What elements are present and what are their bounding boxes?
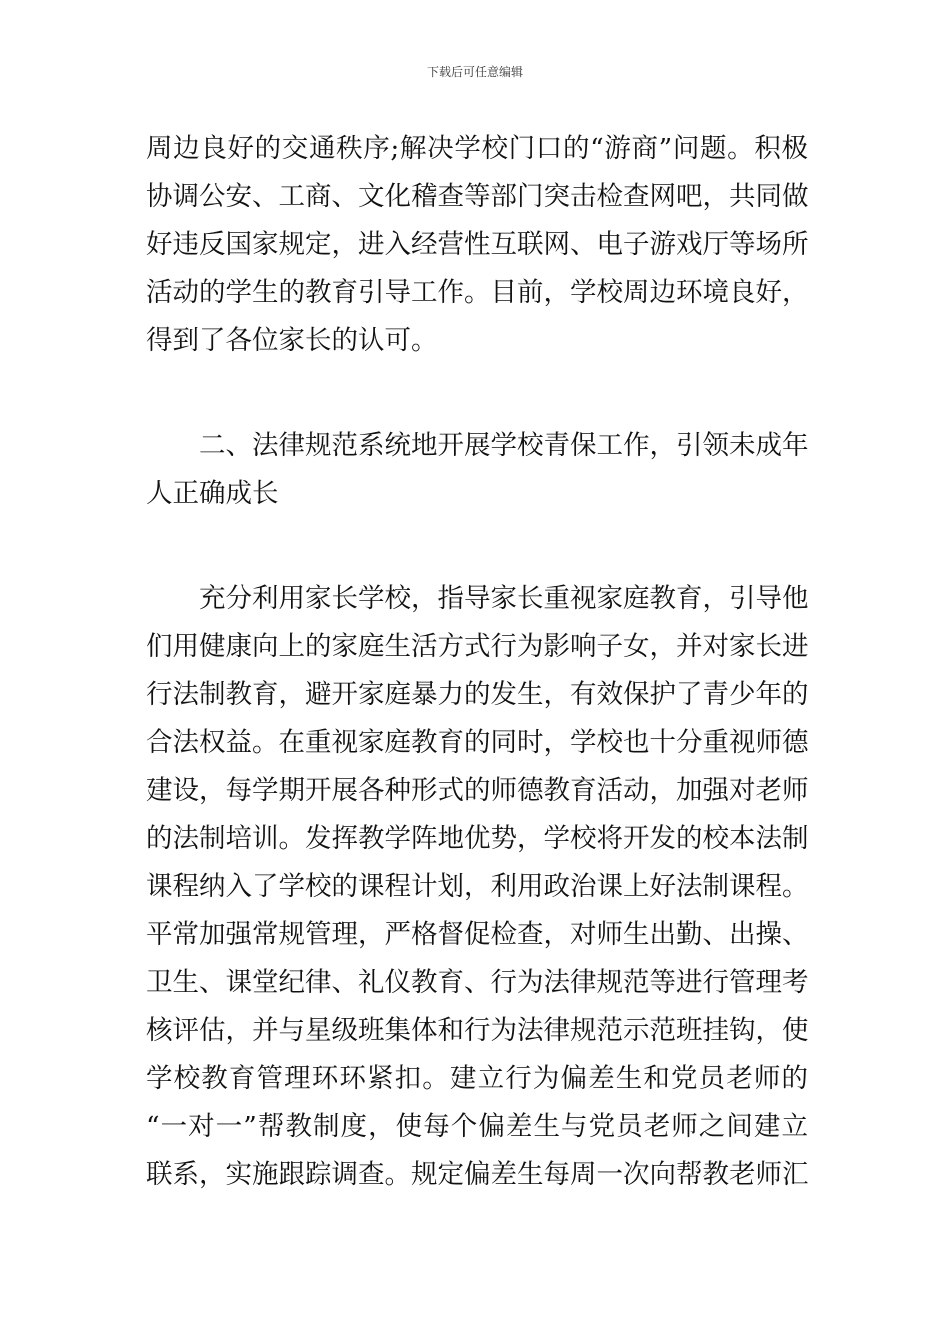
text-line: 的法制培训。发挥教学阵地优势，学校将开发的校本法制 (146, 823, 809, 854)
text-line: 建设，每学期开展各种形式的师德教育活动，加强对老师 (146, 775, 809, 806)
page-header-note: 下载后可任意编辑 (426, 65, 523, 79)
text-line: 得到了各位家长的认可。 (146, 325, 438, 356)
text-line: 二、法律规范系统地开展学校青保工作，引领未成年 (146, 430, 809, 461)
text-line: 联系，实施跟踪调查。规定偏差生每周一次向帮教老师汇 (146, 1159, 809, 1190)
text-line: 课程纳入了学校的课程计划，利用政治课上好法制课程。 (146, 871, 809, 902)
text-line: 活动的学生的教育引导工作。目前，学校周边环境良好， (146, 277, 809, 308)
paragraph-traffic-order (146, 125, 808, 365)
text-line: 充分利用家长学校，指导家长重视家庭教育，引导他 (146, 583, 809, 614)
text-line: “一对一”帮教制度，使每个偏差生与党员老师之间建立 (146, 1111, 808, 1142)
text-line: 们用健康向上的家庭生活方式行为影响子女，并对家长进 (146, 631, 809, 662)
text-line: 卫生、课堂纪律、礼仪教育、行为法律规范等进行管理考 (146, 967, 809, 998)
text-line: 学校教育管理环环紧扣。建立行为偏差生和党员老师的 (146, 1063, 808, 1094)
section-heading (146, 422, 808, 518)
text-line: 人正确成长 (146, 478, 279, 509)
text-line: 协调公安、工商、文化稽查等部门突击检查网吧，共同做 (146, 181, 809, 212)
text-line: 行法制教育，避开家庭暴力的发生，有效保护了青少年的 (146, 679, 809, 710)
text-line: 好违反国家规定，进入经营性互联网、电子游戏厅等场所 (146, 229, 809, 260)
text-line: 周边良好的交通秩序;解决学校门口的“游商”问题。积极 (146, 133, 808, 164)
text-line: 合法权益。在重视家庭教育的同时，学校也十分重视师德 (146, 727, 809, 758)
text-line: 核评估，并与星级班集体和行为法律规范示范班挂钩，使 (146, 1015, 809, 1046)
text-line: 平常加强常规管理，严格督促检查，对师生出勤、出操、 (146, 919, 809, 950)
paragraph-parent-school (146, 575, 808, 1199)
